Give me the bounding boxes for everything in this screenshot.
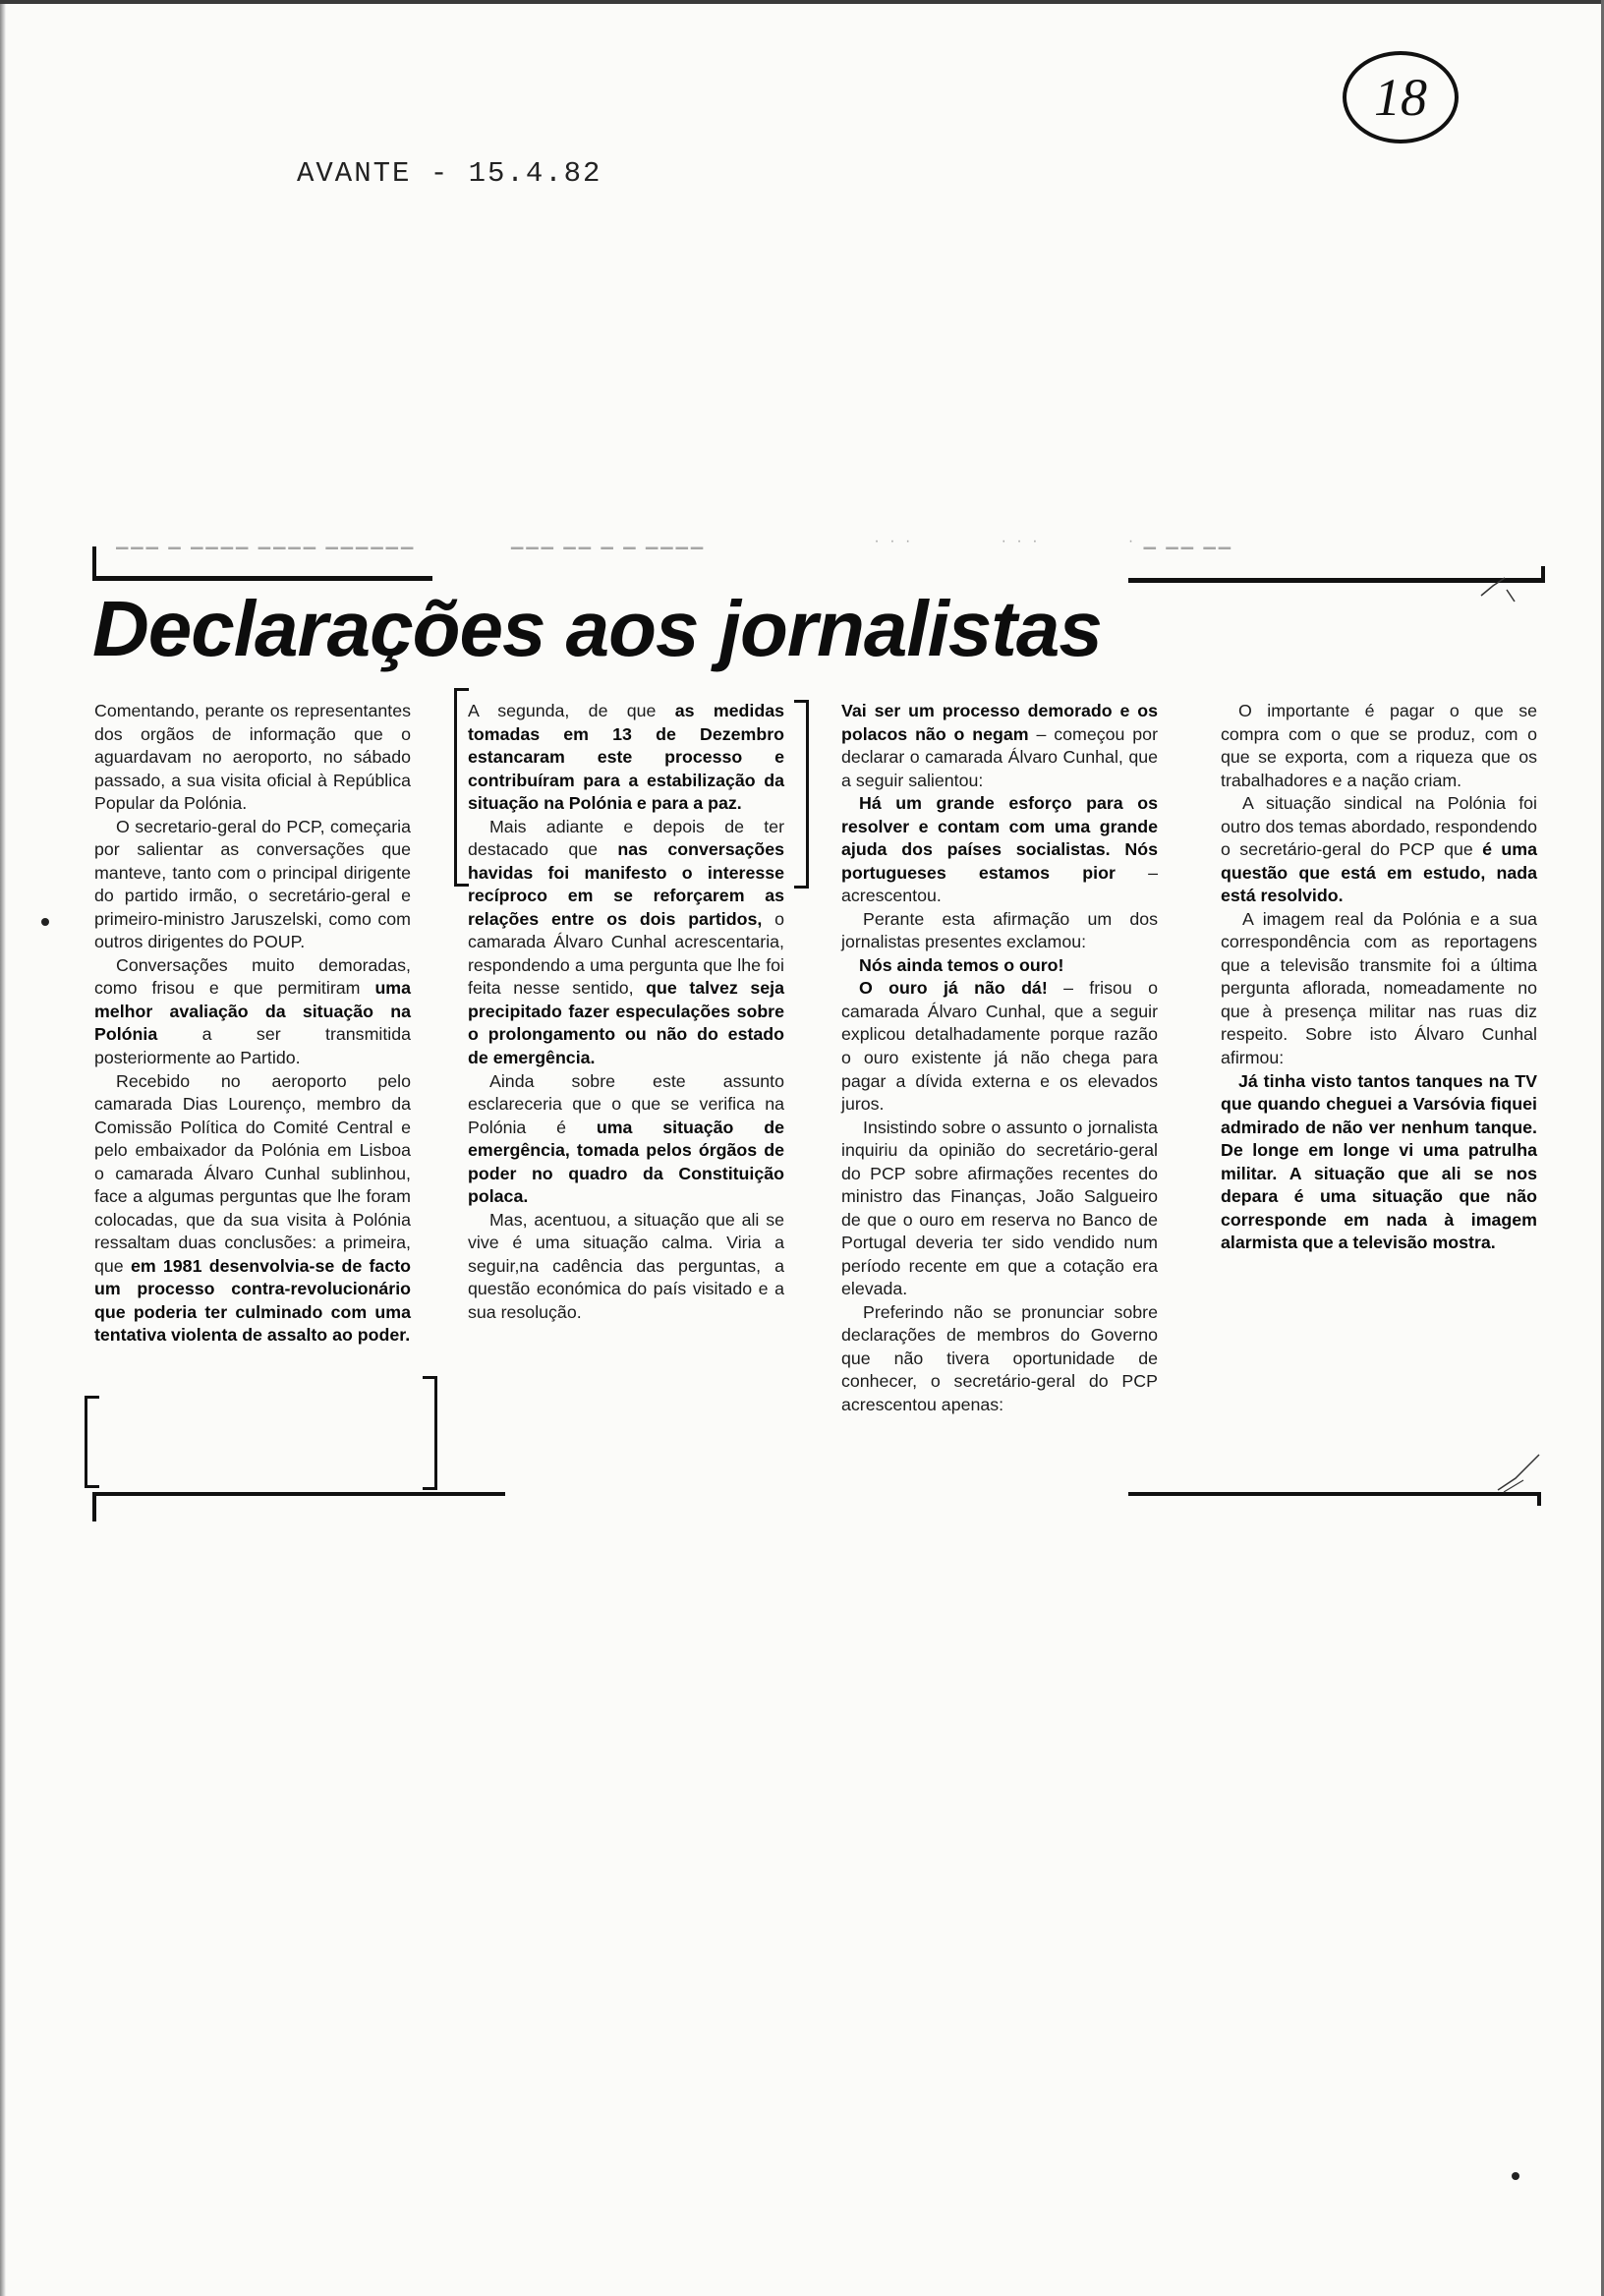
page-number: 18 [1374, 68, 1427, 127]
scan-top-edge [0, 0, 1604, 4]
pencil-tick-icon [1494, 1451, 1543, 1496]
clipping-source: AVANTE - 15.4.82 [297, 157, 602, 190]
highlight-bracket-close [423, 1376, 437, 1490]
margin-dot [41, 918, 49, 926]
paragraph: Nós ainda temos o ouro! [859, 954, 1064, 975]
article-column-1 [94, 700, 411, 1348]
paragraph: Mas, acentuou, a situação que ali se vive é uma situação calma. Viria a seguir,na cadência das perguntas, a questão económica do país visitado e a sua resolução. [468, 1209, 784, 1322]
paragraph: Preferindo não se pronunciar sobre declarações de membros do Governo que não tivera oportunidade de conhecer, o secretário-geral do PCP acrescentou apenas: [841, 1301, 1158, 1414]
paragraph: A imagem real da Polónia e a sua correspondência com as reportagens que a televisão transmite foi a última pergunta aflorada, nomeadamente no que à presença militar nas ruas diz respeito. Sobre isto Álvaro Cunhal afirmou: [1221, 908, 1537, 1067]
paragraph: Ainda sobre este assunto esclareceria que o que se verifica na Polónia é uma situação de emergência, tomada pelos órgãos de poder no quadro da Constituição polaca. [468, 1070, 784, 1207]
paragraph: Há um grande esforço para os resolver e contam com uma grande ajuda dos países socialistas. Nós portugueses estamos pior – acrescentou. [841, 793, 1158, 906]
highlight-bracket-open [454, 688, 469, 887]
paragraph: O ouro já não dá! – frisou o camarada Álvaro Cunhal, que a seguir explicou detalhadamente porque razão o ouro existente já não chega para pagar a dívida externa e os elevados juros. [841, 978, 1158, 1115]
scan-left-edge [0, 0, 6, 2296]
highlight-bracket-open [85, 1396, 99, 1488]
margin-dot [1512, 2172, 1519, 2180]
article-column-3 [841, 700, 1158, 1416]
paragraph: A segunda, de que as medidas tomadas em 13 de Dezembro estancaram este processo e contribuíram para a estabilização da situação na Polónia e para a paz. [468, 701, 785, 814]
paragraph: Recebido no aeroporto pelo camarada Dias Lourenço, membro da Comissão Política do Comité Central e pelo embaixador da Polónia em Lisboa o camarada Álvaro Cunhal sublinhou, face a algumas perguntas que lhe foram colocadas, que da sua visita à Polónia ressaltam duas conclusões: a primeira, que em 1981 desenvolvia-se de facto um processo contra-revolucionário que poderia ter culminado com uma tentativa violenta de assalto ao poder. [94, 1070, 411, 1346]
paragraph: Vai ser um processo demorado e os polacos não o negam – começou por declarar o camarada Álvaro Cunhal, que a seguir salientou: [841, 701, 1158, 790]
faint-kicker-line: ▁▁▁ ▁ ▁▁▁▁ ▁▁▁▁ ▁▁▁▁▁▁ ▁▁▁ ▁▁ ▁ ▁ ▁▁▁▁ · · · · · · · ▁ ▁▁ ▁▁ [116, 533, 1234, 549]
article-column-4 [1221, 700, 1537, 1255]
paragraph: O importante é pagar o que se compra com o que se produz, com o que se exporta, com a riqueza que os trabalhadores e a nação criam. [1221, 701, 1537, 790]
pencil-mark-icon [1479, 568, 1518, 607]
frame-rule-bottom-right [1128, 1492, 1541, 1496]
highlight-bracket-close [794, 700, 809, 889]
article-column-2 [468, 700, 784, 1324]
headline: Declarações aos jornalistas [92, 585, 1102, 672]
frame-corner-bottom-left [92, 1492, 96, 1521]
frame-rule-top-left [92, 576, 432, 581]
paragraph: Perante esta afirmação um dos jornalistas presentes exclamou: [841, 908, 1158, 952]
page-number-stamp [1343, 51, 1459, 144]
paragraph: A situação sindical na Polónia foi outro dos temas abordado, respondendo o secretário-geral do PCP que é uma questão que está em estudo, nada está resolvido. [1221, 793, 1537, 906]
paragraph: Conversações muito demoradas, como frisou e que permitiram uma melhor avaliação da situação na Polónia a ser transmitida posteriormente ao Partido. [94, 954, 411, 1067]
paragraph: Insistindo sobre o assunto o jornalista inquiriu da opinião do secretário-geral do PCP sobre afirmações recentes do ministro das Finanças, João Salgueiro de que o ouro em reserva no Banco de Portugal deveria ter sido vendido num período recente em que a cotação era elevada. [841, 1117, 1158, 1299]
paragraph: Já tinha visto tantos tanques na TV que quando cheguei a Varsóvia fiquei admirado de não ver nenhum tanque. De longe em longe vi uma patrulha militar. A situação que ali se nos depara é uma situação que não corresponde em nada à imagem alarmista que a televisão mostra. [1221, 1070, 1537, 1253]
paragraph: Comentando, perante os representantes dos orgãos de informação que o aguardavam no aeroporto, no sábado passado, a sua visita oficial à República Popular da Polónia. [94, 701, 411, 814]
paragraph: O secretario-geral do PCP, começaria por salientar as conversações que manteve, tanto com o principal dirigente do partido irmão, o secretário-geral e primeiro-ministro Jaruszelski, como com outros dirigentes do POUP. [94, 816, 411, 952]
paragraph: Mais adiante e depois de ter destacado que nas conversações havidas foi manifesto o interesse recíproco em se reforçarem as relações entre os dois partidos, o camarada Álvaro Cunhal acrescentaria, respondendo a uma pergunta que lhe foi feita nesse sentido, que talvez seja precipitado fazer especulações sobre o prolongamento ou não do estado de emergência. [468, 816, 785, 1067]
frame-corner-top-left [92, 546, 96, 581]
frame-corner-top-right [1541, 566, 1545, 583]
frame-rule-bottom-left [92, 1492, 505, 1496]
